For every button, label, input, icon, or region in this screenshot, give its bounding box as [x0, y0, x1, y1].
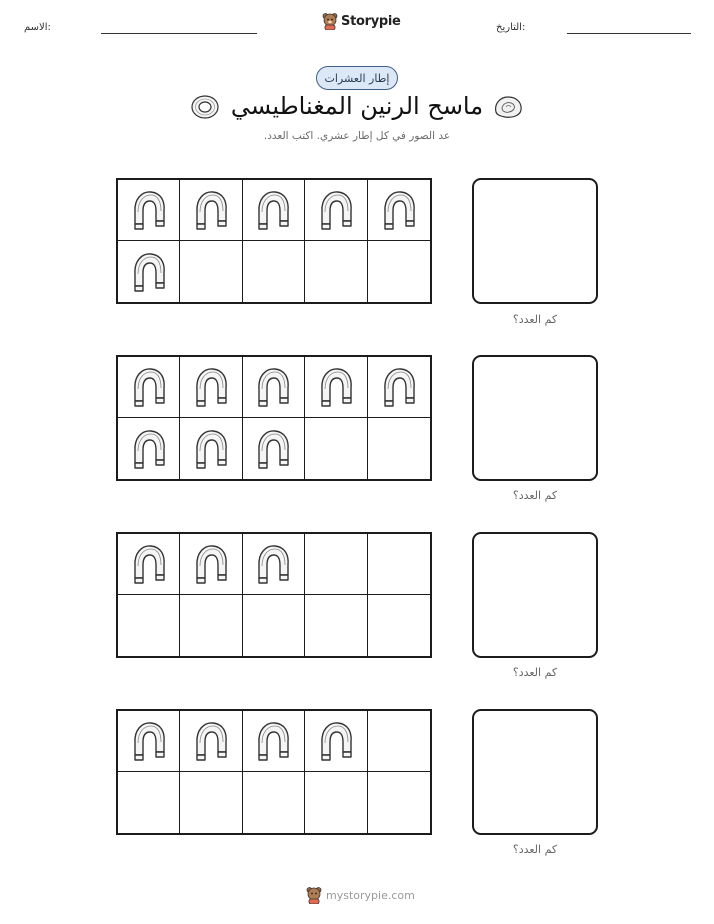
ten-frame-cell: [118, 241, 180, 302]
magnet-icon: [130, 427, 168, 471]
ten-frame-cell: [180, 711, 242, 772]
ten-frame-cell: [305, 772, 367, 833]
ten-frame-cell: [180, 418, 242, 479]
magnet-icon: [254, 427, 292, 471]
ten-frame-cell: [118, 180, 180, 241]
ten-frame-cell: [368, 241, 430, 302]
ten-frame-cell: [118, 418, 180, 479]
count-prompt: كم العدد؟: [512, 313, 558, 326]
ten-frame-cell: [180, 595, 242, 656]
ten-frame-cell: [305, 180, 367, 241]
ten-frame-cell: [243, 241, 305, 302]
magnet-icon: [380, 188, 418, 232]
ten-frame-cell: [243, 357, 305, 418]
ten-frame-cell: [118, 772, 180, 833]
answer-box[interactable]: [472, 178, 598, 304]
ten-frame: [116, 532, 432, 658]
ten-frame: [116, 355, 432, 481]
bear-mascot-icon: [322, 12, 338, 30]
name-label: الاسم:: [24, 22, 51, 33]
magnet-icon: [130, 365, 168, 409]
magnet-icon: [192, 719, 230, 763]
ten-frame-cell: [180, 241, 242, 302]
ten-frame-cell: [118, 357, 180, 418]
magnet-icon: [192, 542, 230, 586]
magnet-icon: [192, 188, 230, 232]
ten-frame-cell: [368, 180, 430, 241]
magnet-icon: [130, 542, 168, 586]
date-label: التاريخ:: [496, 22, 526, 33]
count-prompt: كم العدد؟: [512, 666, 558, 679]
ten-frame-cell: [305, 357, 367, 418]
magnet-icon: [192, 427, 230, 471]
instructions: عد الصور في كل إطار عشري. اكتب العدد.: [263, 130, 451, 142]
ten-frame-cell: [118, 534, 180, 595]
magnet-icon: [254, 188, 292, 232]
ten-frame: [116, 178, 432, 304]
magnet-icon: [254, 719, 292, 763]
footer: [306, 886, 415, 904]
ten-frame-cell: [368, 534, 430, 595]
ten-frame-cell: [368, 711, 430, 772]
ten-frame-cell: [368, 357, 430, 418]
magnet-icon: [254, 542, 292, 586]
answer-box[interactable]: [472, 709, 598, 835]
ten-frame-cell: [368, 418, 430, 479]
ten-frame-cell: [305, 418, 367, 479]
donut-ring-icon: [190, 94, 220, 120]
ten-frame-cell: [243, 180, 305, 241]
magnet-icon: [254, 365, 292, 409]
ten-frame-cell: [180, 772, 242, 833]
ten-frame-cell: [180, 357, 242, 418]
magnet-icon: [130, 719, 168, 763]
brand-name: Storypie: [341, 13, 401, 29]
ten-frame-cell: [243, 595, 305, 656]
ten-frame-cell: [368, 772, 430, 833]
name-line[interactable]: [101, 33, 257, 34]
ten-frame-cell: [243, 418, 305, 479]
answer-box[interactable]: [472, 532, 598, 658]
answer-box[interactable]: [472, 355, 598, 481]
ten-frame-cell: [368, 595, 430, 656]
ten-frame-cell: [243, 534, 305, 595]
magnet-icon: [130, 250, 168, 294]
ten-frame-cell: [305, 534, 367, 595]
magnet-icon: [130, 188, 168, 232]
ten-frame-cell: [305, 241, 367, 302]
magnet-icon: [380, 365, 418, 409]
footer-url: mystorypie.com: [326, 888, 415, 902]
count-prompt: كم العدد؟: [512, 843, 558, 856]
page-title: ماسح الرنين المغناطيسي: [230, 92, 484, 120]
ten-frame-cell: [118, 595, 180, 656]
ten-frame-cell: [305, 711, 367, 772]
ten-frame: [116, 709, 432, 835]
ten-frame-cell: [243, 772, 305, 833]
ten-frame-cell: [180, 180, 242, 241]
ten-frame-cell: [305, 595, 367, 656]
ten-frame-badge: إطار العشرات: [316, 66, 398, 90]
date-line[interactable]: [567, 33, 691, 34]
ten-frame-cell: [118, 711, 180, 772]
brand-logo: [322, 12, 401, 30]
rock-icon: [492, 94, 524, 120]
ten-frame-cell: [180, 534, 242, 595]
magnet-icon: [192, 365, 230, 409]
magnet-icon: [317, 365, 355, 409]
count-prompt: كم العدد؟: [512, 489, 558, 502]
magnet-icon: [317, 188, 355, 232]
bear-mascot-icon: [306, 886, 322, 904]
magnet-icon: [317, 719, 355, 763]
ten-frame-cell: [243, 711, 305, 772]
